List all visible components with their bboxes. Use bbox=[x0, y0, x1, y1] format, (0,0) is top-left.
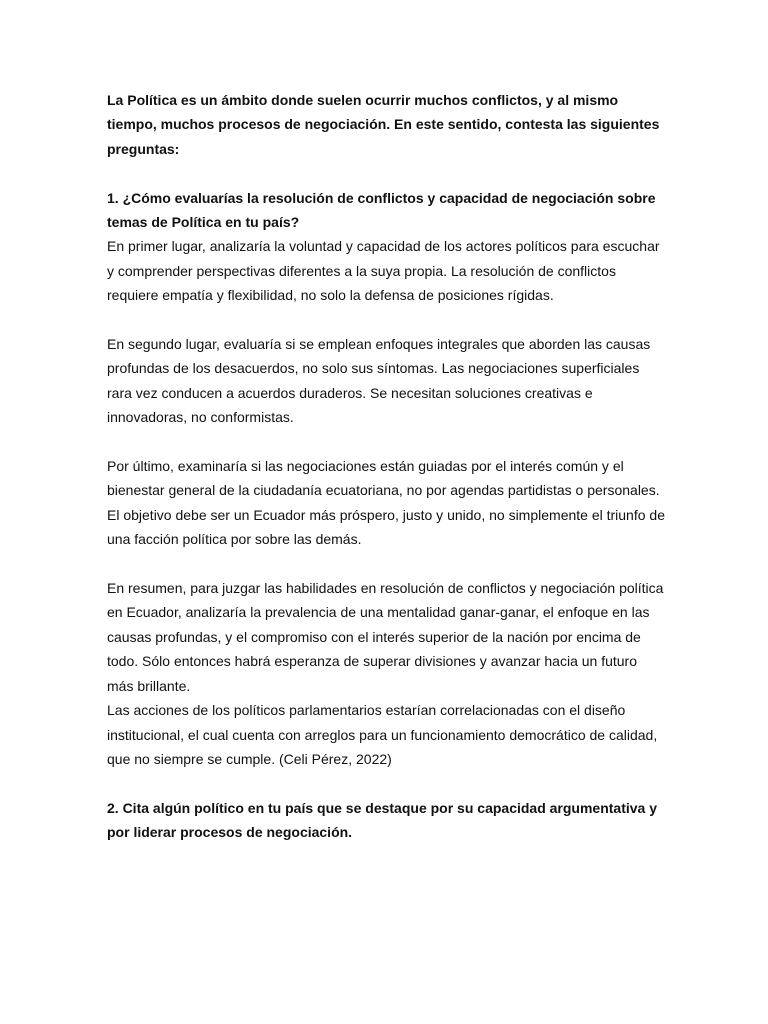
question-1-heading: 1. ¿Cómo evaluarías la resolución de conflictos y capacidad de negociación sobre temas de Política en tu país? bbox=[107, 189, 656, 231]
question-2-heading: 2. Cita algún político en tu país que se destaque por su capacidad argumentativa y por liderar procesos de negociación. bbox=[107, 799, 658, 841]
spacer bbox=[107, 161, 667, 185]
spacer bbox=[107, 308, 667, 332]
answer-paragraph-4: En resumen, para juzgar las habilidades en resolución de conflictos y negociación política en Ecuador, analizaría la prevalencia de una mentalidad ganar-ganar, el enfoque en las causas profundas, y el compromiso con el interés superior de la nación por encima de todo. Sólo entonces habrá esperanza de superar divisiones y avanzar hacia un futuro más brillante. bbox=[107, 580, 664, 694]
document-page bbox=[107, 88, 667, 845]
intro-paragraph: La Política es un ámbito donde suelen ocurrir muchos conflictos, y al mismo tiempo, muchos procesos de negociación. En este sentido, contesta las siguientes preguntas: bbox=[107, 92, 660, 157]
spacer bbox=[107, 552, 667, 576]
answer-paragraph-1: En primer lugar, analizaría la voluntad y capacidad de los actores políticos para escuchar y comprender perspectivas diferentes a la suya propia. La resolución de conflictos requiere empatía y flexibilidad, no solo la defensa de posiciones rígidas. bbox=[107, 238, 660, 304]
answer-paragraph-3: Por último, examinaría si las negociaciones están guiadas por el interés común y el bienestar general de la ciudadanía ecuatoriana, no por agendas partidistas o personales. El objetivo debe ser un Ecuador más próspero, justo y unido, no simplemente el triunfo de una facción política por sobre las demás. bbox=[107, 458, 665, 548]
spacer bbox=[107, 771, 667, 795]
answer-paragraph-2: En segundo lugar, evaluaría si se emplean enfoques integrales que aborden las causas profundas de los desacuerdos, no solo sus síntomas. Las negociaciones superficiales rara vez conducen a acuerdos duraderos. Se necesitan soluciones creativas e innovadoras, no conformistas. bbox=[107, 336, 651, 426]
spacer bbox=[107, 430, 667, 454]
answer-paragraph-5: Las acciones de los políticos parlamentarios estarían correlacionadas con el diseño institucional, el cual cuenta con arreglos para un funcionamiento democrático de calidad, que no siempre se cumple. (Celi Pérez, 2022) bbox=[107, 702, 658, 767]
